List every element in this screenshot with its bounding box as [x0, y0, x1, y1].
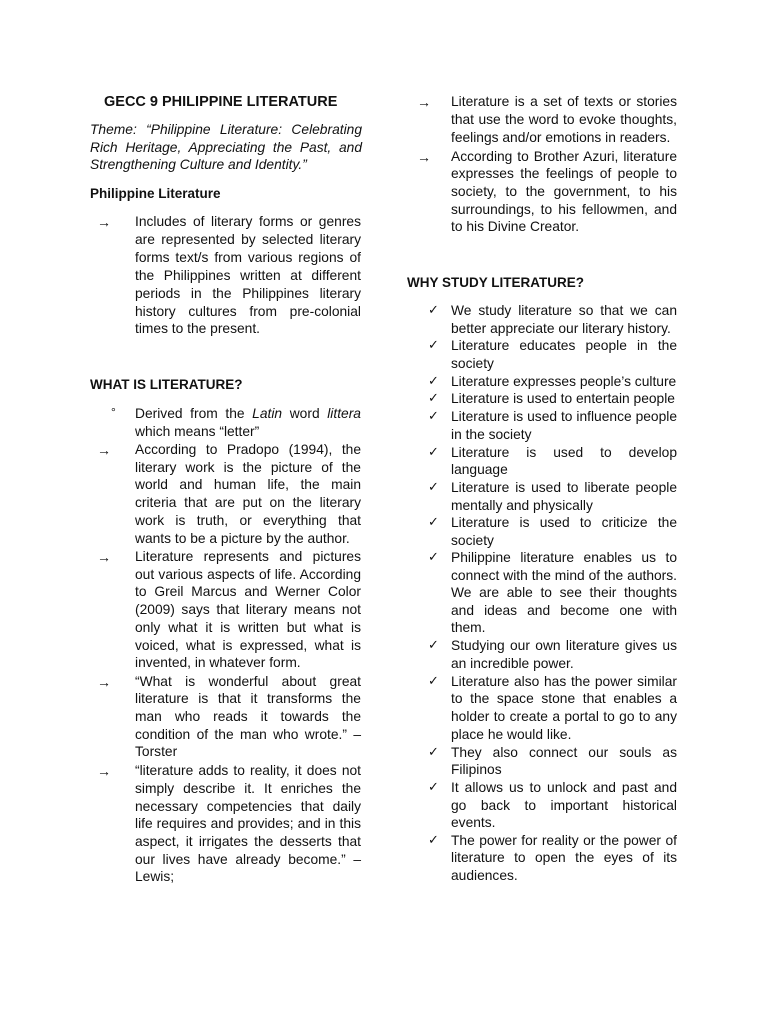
item-text-line: According to Pradopo (1994), the: [135, 442, 361, 457]
item-text-line: Includes of literary forms or genres: [135, 214, 361, 229]
item-text-line: The power for reality or the power of: [451, 833, 677, 848]
item-text-line: go back to important historical: [451, 798, 677, 813]
item-text-line: world and human life, the main: [135, 477, 361, 492]
item-text-line: language: [451, 462, 508, 477]
arrow-icon: →: [97, 214, 111, 230]
item-text-line: “What is wonderful about great: [135, 674, 361, 689]
item-text-line: Philippine literature enables us to: [451, 550, 677, 565]
item-text-line: that use the word to evoke thoughts,: [451, 112, 677, 127]
item-text-line: necessary competencies that daily: [135, 799, 361, 814]
item-text-line: and ideas and become one with: [451, 603, 677, 618]
item-text-line: out various aspects of life. According: [135, 567, 361, 582]
theme-line: Strengthening Culture and Identity.”: [90, 157, 307, 172]
item-text-line: literature to open the eyes of its: [451, 850, 677, 865]
document-title: GECC 9 PHILIPPINE LITERATURE: [104, 94, 338, 110]
checkmark-icon: ✓: [428, 390, 439, 405]
item-text-line: Literature is used to criticize the: [451, 515, 677, 530]
arrow-icon: →: [417, 94, 431, 110]
item-text-line: society: [451, 533, 494, 548]
item-text-line: Lewis;: [135, 869, 175, 884]
checkmark-icon: ✓: [428, 302, 439, 317]
item-text-line: surroundings, to his fellowmen, and: [451, 202, 677, 217]
item-text-line: literary work is the picture of the: [135, 460, 361, 475]
checkmark-icon: ✓: [428, 832, 439, 847]
arrow-icon: →: [97, 442, 111, 458]
item-text-line: an incredible power.: [451, 656, 574, 671]
item-text-line: mentally and physically: [451, 498, 593, 513]
item-text-line: We study literature so that we can: [451, 303, 677, 318]
item-text-line: audiences.: [451, 868, 518, 883]
item-text-line: Literature is used to entertain people: [451, 391, 675, 406]
item-text-line: in the society: [451, 427, 532, 442]
item-text-line: them.: [451, 620, 486, 635]
item-text-line: Filipinos: [451, 762, 502, 777]
item-text-line: Literature is a set of texts or stories: [451, 94, 677, 109]
latin-word: Latin: [252, 406, 283, 421]
item-text-line: the Philippines written at different: [135, 268, 361, 283]
item-text-line: events.: [451, 815, 496, 830]
item-text-line: Literature is used to liberate people: [451, 480, 677, 495]
item-text-line: (2009) says that literary means not: [135, 602, 361, 617]
arrow-icon: →: [417, 149, 431, 165]
item-text-line: invented, in whatever form.: [135, 655, 301, 670]
item-text-line: We are able to see their thoughts: [451, 585, 677, 600]
item-text-line: “literature adds to reality, it does not: [135, 763, 361, 778]
checkmark-icon: ✓: [428, 779, 439, 794]
item-text-line: are represented by selected literary: [135, 232, 361, 247]
theme-line: Theme: “Philippine Literature: Celebrating: [90, 122, 362, 137]
item-text-line: which means “letter”: [135, 424, 260, 439]
item-text-line: Literature expresses people’s culture: [451, 374, 677, 389]
checkmark-icon: ✓: [428, 408, 439, 423]
item-text-line: man who reads it towards the: [135, 709, 361, 724]
item-text-line: society, to the government, to his: [451, 184, 677, 199]
item-text-line: expresses the feelings of people to: [451, 166, 677, 181]
item-text-line: Literature represents and pictures: [135, 549, 361, 564]
checkmark-icon: ✓: [428, 637, 439, 652]
item-text-line: It allows us to unlock and past and: [451, 780, 677, 795]
checkmark-icon: ✓: [428, 444, 439, 459]
item-text-line: wants to be a picture by the author.: [135, 531, 350, 546]
item-text-line: criteria that are put on the literary: [135, 495, 361, 510]
checkmark-icon: ✓: [428, 549, 439, 564]
arrow-icon: →: [97, 674, 111, 690]
theme-line: Rich Heritage, Appreciating the Past, and: [90, 140, 362, 155]
item-text-line: Derived from the Latin word littera: [135, 406, 361, 421]
checkmark-icon: ✓: [428, 337, 439, 352]
item-text-line: to the space stone that enables a: [451, 691, 677, 706]
item-text-line: Literature also has the power similar: [451, 674, 677, 689]
item-text-line: forms text/s from various regions of: [135, 250, 361, 265]
checkmark-icon: ✓: [428, 514, 439, 529]
item-text-line: Literature is used to develop: [451, 445, 677, 460]
item-text-line: to Greil Marcus and Werner Color: [135, 584, 361, 599]
section-heading-why-study-literature: WHY STUDY LITERATURE?: [407, 275, 585, 290]
item-text-line: According to Brother Azuri, literature: [451, 149, 677, 164]
item-text-line: literature is that it transforms the: [135, 691, 361, 706]
item-text-line: history cultures from pre-colonial: [135, 304, 361, 319]
item-text-line: our lives have already become.” –: [135, 852, 361, 867]
item-text-line: to his Divine Creator.: [451, 219, 580, 234]
item-text-line: life requires and provides; and in this: [135, 816, 361, 831]
checkmark-icon: ✓: [428, 744, 439, 759]
section-heading-what-is-literature: WHAT IS LITERATURE?: [90, 377, 243, 392]
item-text-line: better appreciate our literary history.: [451, 321, 671, 336]
checkmark-icon: ✓: [428, 479, 439, 494]
item-text-line: times to the present.: [135, 321, 261, 336]
item-text-line: Literature is used to influence people: [451, 409, 677, 424]
item-text-line: simply describe it. It enriches the: [135, 781, 361, 796]
item-text-line: feelings and/or emotions in readers.: [451, 130, 671, 145]
arrow-icon: →: [97, 549, 111, 565]
item-text-line: connect with the mind of the authors.: [451, 568, 677, 583]
item-text-line: society: [451, 356, 494, 371]
degree-bullet-icon: °: [111, 405, 116, 419]
item-text-line: aspect, it irrigates the desserts that: [135, 834, 361, 849]
item-text-line: periods in the Philippines literary: [135, 286, 361, 301]
item-text-line: work is truth, or everything that: [135, 513, 361, 528]
item-text-line: voiced, what is expressed, what is: [135, 638, 361, 653]
checkmark-icon: ✓: [428, 373, 439, 388]
item-text-line: Torster: [135, 744, 178, 759]
item-text-line: place he would like.: [451, 727, 572, 742]
checkmark-icon: ✓: [428, 673, 439, 688]
arrow-icon: →: [97, 763, 111, 779]
item-text-line: condition of the man who wrote.” –: [135, 727, 361, 742]
item-text-line: They also connect our souls as: [451, 745, 677, 760]
item-text-line: only what it is written but what is: [135, 620, 361, 635]
item-text-line: Studying our own literature gives us: [451, 638, 677, 653]
section-heading-philippine-literature: Philippine Literature: [90, 186, 221, 201]
item-text-line: Literature educates people in the: [451, 338, 677, 353]
item-text-line: holder to create a portal to go to any: [451, 709, 677, 724]
littera-word: littera: [327, 406, 361, 421]
